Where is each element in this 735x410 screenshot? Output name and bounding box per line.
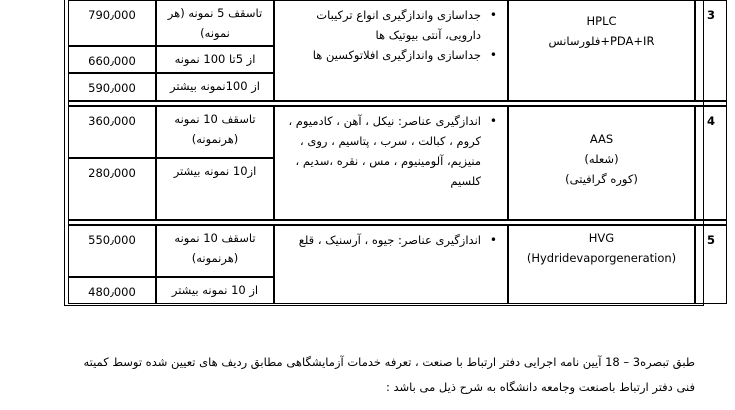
table-row bbox=[68, 225, 727, 277]
table-row bbox=[68, 0, 727, 46]
list-item: • جداسازی واندازگیری افلاتوکسین ها bbox=[281, 45, 485, 65]
table-row bbox=[68, 106, 727, 158]
price-cell: 790٫000 bbox=[68, 0, 156, 46]
description-cell bbox=[274, 0, 508, 101]
method-variant: (کوره گرافیتی) bbox=[565, 171, 638, 186]
description-cell bbox=[274, 106, 508, 220]
method-detectors: PDA+IR+فلورسانس bbox=[548, 34, 655, 49]
price-cell: 360٫000 bbox=[68, 106, 156, 158]
price-cell: 480٫000 bbox=[68, 277, 156, 304]
description-cell bbox=[274, 225, 508, 304]
method-variant: (شعله) bbox=[584, 151, 619, 166]
price-cell: 550٫000 bbox=[68, 225, 156, 277]
method-name: AAS bbox=[589, 131, 614, 146]
footer-paragraph bbox=[15, 350, 695, 401]
price-cell: 660٫000 bbox=[68, 46, 156, 73]
price-table bbox=[68, 0, 727, 304]
method-cell bbox=[508, 0, 695, 101]
price-cell: 590٫000 bbox=[68, 73, 156, 100]
method-cell bbox=[508, 225, 695, 304]
condition-cell: تاسقف 5 نمونه (هر نمونه) bbox=[156, 0, 274, 46]
condition-cell: تاسقف 10 نمونه (هرنمونه) bbox=[156, 225, 274, 277]
condition-cell: از 10 نمونه بیشتر bbox=[156, 277, 274, 304]
method-name: HVG bbox=[588, 230, 615, 245]
list-item: • اندازگیری عناصر: نیکل ، آهن ، کادمیوم ، کروم ، کبالت ، سرب ، پتاسیم ، روی ، منیزیم، آلومینیوم ، مس ، نقره ،سدیم ، کلسیم bbox=[281, 111, 485, 192]
list-item: • اندازگیری عناصر: جیوه ، آرسنیک ، قلع bbox=[281, 230, 485, 250]
footer-line: فنی دفتر ارتباط باصنعت وجامعه دانشگاه به شرح ذیل می باشد : bbox=[385, 380, 695, 395]
method-name: HPLC bbox=[586, 14, 617, 28]
price-cell: 280٫000 bbox=[68, 158, 156, 220]
condition-cell: از 5تا 100 نمونه bbox=[156, 46, 274, 73]
method-fullname: (Hydridevaporgeneration) bbox=[526, 250, 677, 265]
condition-cell: تاسقف 10 نمونه (هرنمونه) bbox=[156, 106, 274, 158]
method-cell bbox=[508, 106, 695, 220]
list-item: • جداسازی واندازگیری انواع ترکیبات دارویی، آنتی بیوتیک ها bbox=[281, 5, 485, 45]
condition-cell: از10 نمونه بیشتر bbox=[156, 158, 274, 220]
row-number: 5 bbox=[695, 225, 727, 304]
condition-cell: از 100نمونه بیشتر bbox=[156, 73, 274, 100]
footer-line: طبق تبصره3 – 18 آیین نامه اجرایی دفتر ارتباط با صنعت ، تعرفه خدمات آزمایشگاهی مطابق ردیف های تعیین شده توسط کمیته bbox=[83, 355, 695, 369]
row-number: 4 bbox=[695, 106, 727, 220]
row-number: 3 bbox=[695, 0, 727, 101]
